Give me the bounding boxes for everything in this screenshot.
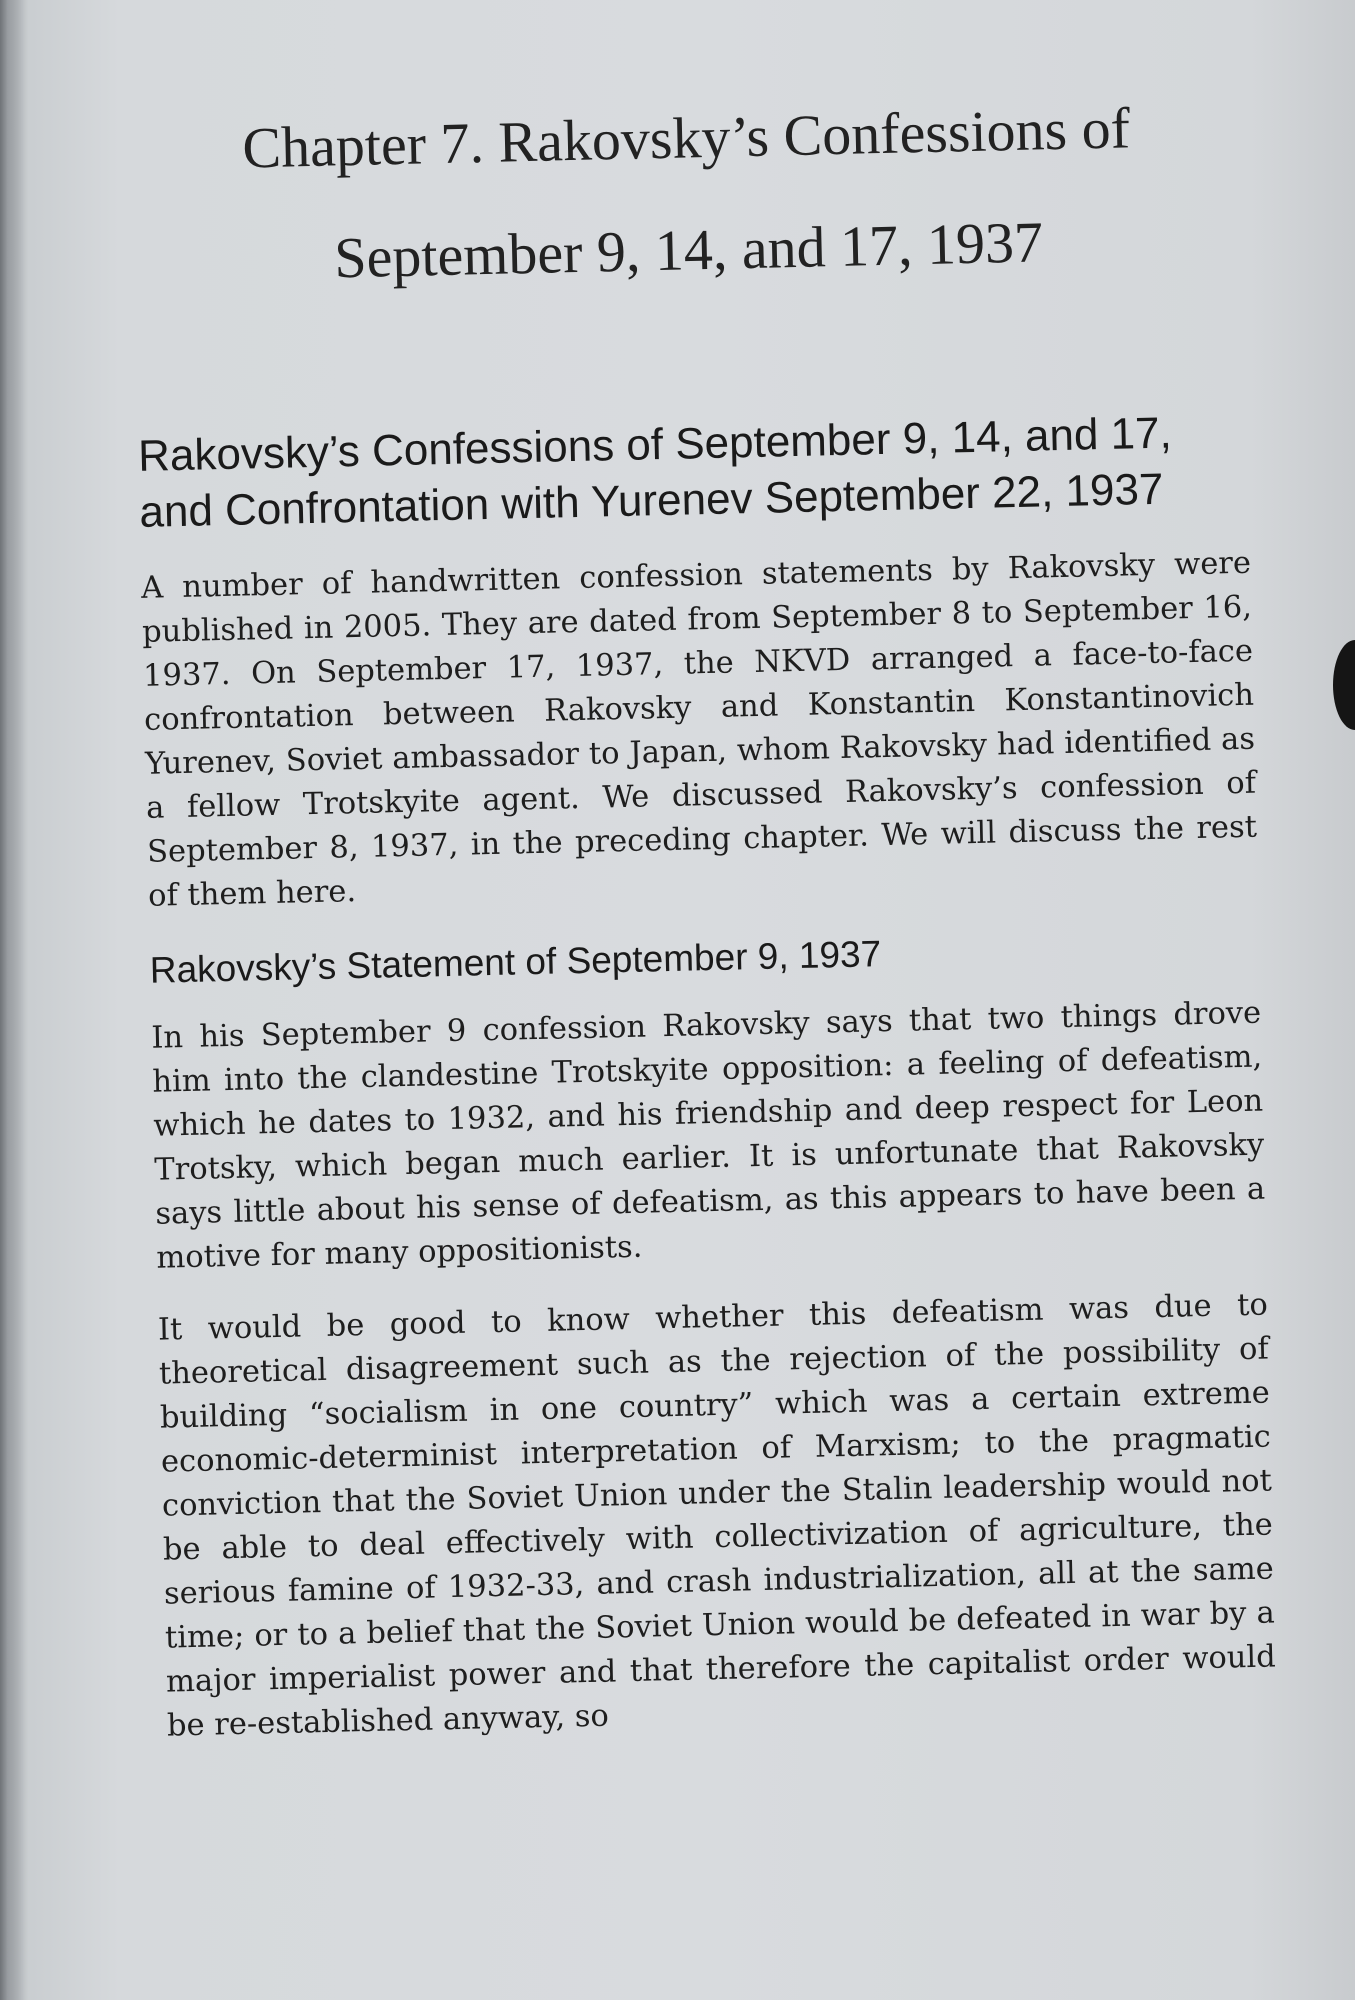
subsection-paragraph-2: It would be good to know whether this defeatism was due to theoretical disagreement such as the rejection of the possibility of building “socialism in one country” which was a certain extreme economic-determinist interpretation of Marxism; to the pragmatic conviction that the Soviet Union under the Stalin leadership would not be able to deal effectively with collectivization of agriculture, the serious famine of 1932-33, and crash industrialization, all at the same time; or to a belief that the Soviet Union would be defeated in war by a major imperialist power and that therefore the capitalist order would be re-established anyway, so — [157, 1287, 1277, 1744]
section-paragraph-1: A number of handwritten confession statements by Rakovsky were published in 2005. They are dated from September 8 to September 16, 1937. On September 17, 1937, the NKVD arranged a face-to-face confrontation between Rakovsky and Konstantin Konstantinovich Yurenev, Soviet ambassador to Japan, whom Rakovsky had identified as a fellow Trotskyite agent. We discussed Rakovsky’s confession of September 8, 1937, in the preceding chapter. We will discuss the rest of them here. — [140, 545, 1258, 914]
subsection-heading: Rakovsky’s Statement of September 9, 1937 — [149, 933, 882, 991]
section-heading: Rakovsky’s Confessions of September 9, 14, and 17, and Confrontation with Yurenev September 22, 1937 — [137, 408, 1173, 537]
book-binding-shadow — [0, 0, 28, 2000]
chapter-title-line-1: Chapter 7. Rakovsky’s Confessions of — [241, 95, 1131, 181]
chapter-title-line-2: September 9, 14, and 17, 1937 — [333, 209, 1044, 291]
page-edge-shadow — [1333, 640, 1355, 730]
book-page — [130, 70, 1278, 1777]
chapter-title — [130, 70, 1245, 319]
subsection-paragraph-1: In his September 9 confession Rakovsky says that two things drove him into the clandestine Trotskyite opposition: a feeling of defeatism, which he dates to 1932, and his friendship and deep respect for Leon Trotsky, which began much earlier. It is unfortunate that Rakovsky says little about his sense of defeatism, as this appears to have been a motive for many oppositionists. — [151, 995, 1266, 1276]
